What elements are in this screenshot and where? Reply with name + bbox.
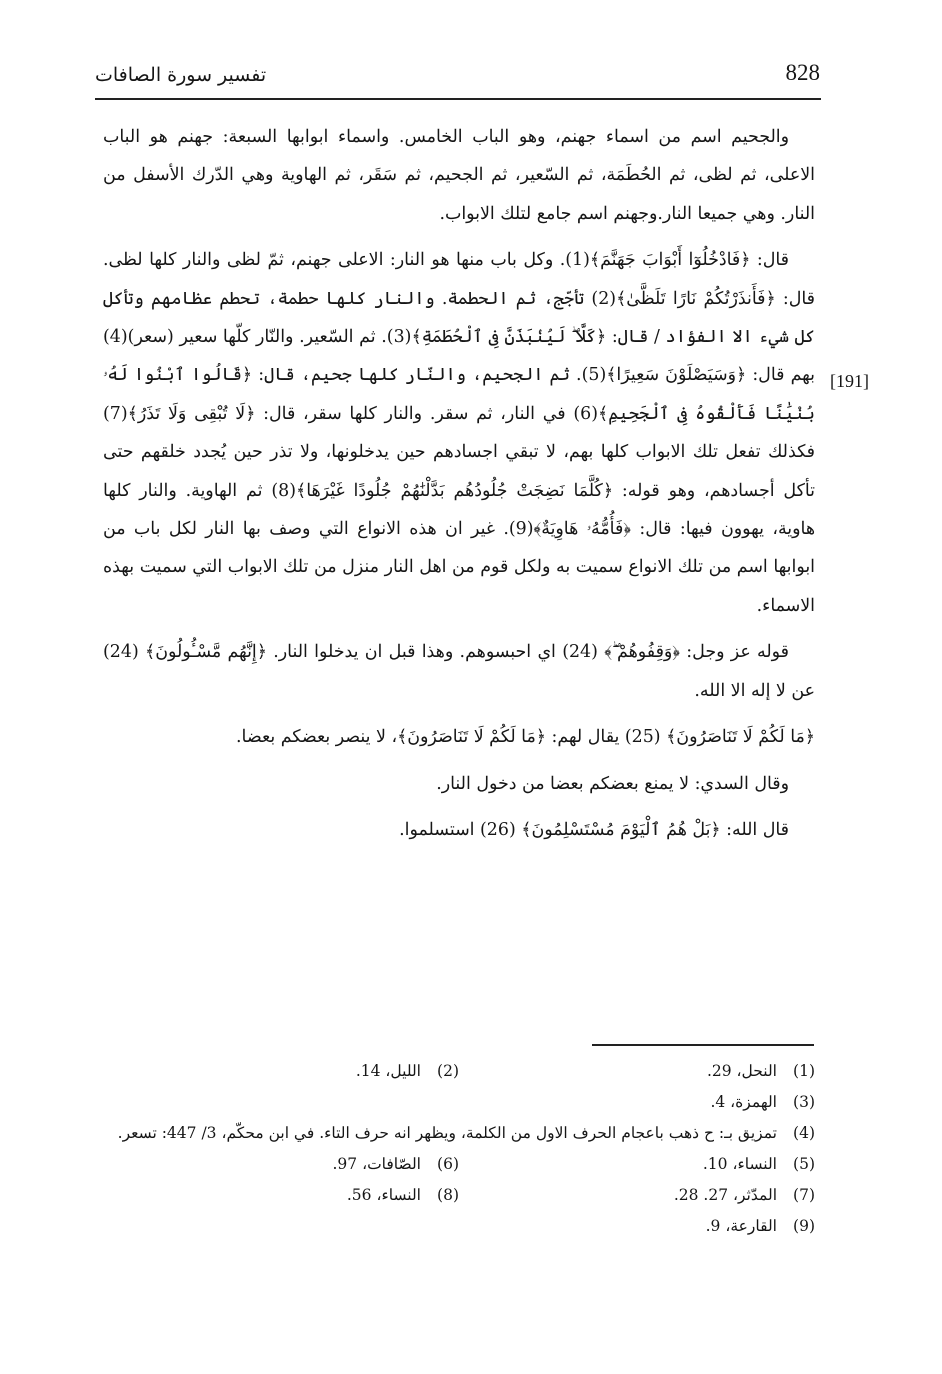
- footnote-separator: [592, 1044, 814, 1046]
- footnote-text: تمزيق بـ: ح ذهب باعجام الحرف الاول من الكلمة، ويظهر انه حرف التاء. في ابن محكّم، 3/ 447: تسعر.: [117, 1124, 777, 1142]
- footnote: [459, 1211, 815, 1242]
- footnote-number: (8): [437, 1186, 459, 1204]
- footnote-row: [103, 1211, 815, 1242]
- footnote-text: النساء، 10.: [702, 1155, 777, 1173]
- paragraph-verse-26: قال الله: ﴿بَلْ هُمُ ٱلْيَوْمَ مُسْتَسْلِمُونَ﴾ (26) استسلموا.: [399, 819, 789, 840]
- footnote: [103, 1056, 459, 1087]
- body-text: [103, 118, 815, 1068]
- footnote-row: [103, 1087, 815, 1118]
- footnote-number: (4): [793, 1124, 815, 1142]
- footnote: [459, 1149, 815, 1180]
- footnote-number: (5): [793, 1155, 815, 1173]
- footnote: [103, 1149, 459, 1180]
- footnote: [459, 1180, 815, 1211]
- running-title: تفسير سورة الصافات: [95, 64, 267, 86]
- footnote-number: (7): [793, 1186, 815, 1204]
- footnote-row: [103, 1118, 815, 1149]
- footnote: [459, 1056, 815, 1087]
- footnotes: [103, 1056, 815, 1242]
- footnote-row: [103, 1056, 815, 1087]
- page-number: 828: [785, 60, 820, 85]
- footnote-row: [103, 1180, 815, 1211]
- footnote-number: (1): [793, 1062, 815, 1080]
- footnote-number: (9): [793, 1217, 815, 1235]
- footnote-number: (3): [793, 1093, 815, 1111]
- footnote-text: المدّثر، 27. 28.: [673, 1186, 777, 1204]
- footnote-text: الصّافات، 97.: [332, 1155, 421, 1173]
- paragraph-verse-25: ﴿مَا لَكُمْ لَا تَنَاصَرُونَ﴾ (25) يقال لهم: ﴿مَا لَكُمْ لَا تَنَاصَرُونَ﴾، لا ينصر بعضكم بعضا.: [236, 727, 815, 748]
- paragraph-verse-24: قوله عز وجل: ﴿وَقِفُوهُمْ ۖ﴾ (24) اي احبسوهم. وهذا قبل ان يدخلوا النار. ﴿إِنَّهُم مَّسْـُٔولُونَ﴾ (24) عن لا إله الا الله.: [103, 642, 815, 701]
- paragraph-gate-descriptions: قال: ﴿فَادْخُلُوٓا أَبْوَابَ جَهَنَّمَ﴾(1). وكل باب منها هو النار: الاعلى جهنم، ثمّ لظى والنار كلها لظى. قال: ﴿فَأَنذَرْتُكُمْ نَارًا تَلَظَّىٰ﴾(2) تأجّج، ثم الحطمة. والنار كلها حطمة، تحطم عظامهم وتأكل كل شيء الا الفؤاد / قال: ﴿كَلَّا ۖ لَيُنۢبَذَنَّ فِى ٱلْحُطَمَةِ﴾(3). ثم السّعير. والنّار كلّها سعير (سعر)(4) بهم قال: ﴿وَسَيَصْلَوْنَ سَعِيرًا﴾(5). ثم الجحيم، والنّار كلها جحيم، قال: ﴿قَالُوا ٱبْنُوا لَهُۥ بُنْيَٰنًا فَأَلْقُوهُ فِى ٱلْجَحِيمِ﴾(6) في النار، ثم سقر. والنار كلها سقر، قال: ﴿لَا تُبْقِى وَلَا تَذَرُ﴾(7) فكذلك تفعل تلك الابواب كلها بهم، لا تبقي اجسادهم حين يدخلونها، ولا تذر حين يُجدد خلقهم حتى تأكل أجسادهم، وهو قوله: ﴿كُلَّمَا نَضِجَتْ جُلُودُهُم بَدَّلْنَٰهُمْ جُلُودًا غَيْرَهَا﴾(8) ثم الهاوية. والنار كلها هاوية، يهوون فيها: قال: ﴿فَأُمُّهُۥ هَاوِيَةٌ﴾(9). غير ان هذه الانواع التي وصف بها النار لكل باب من ابوابها اسم من تلك الانواع سميت به ولكل قوم من اهل النار منزل من تلك الابواب التي سميت بهذه الاسماء.: [103, 250, 816, 616]
- page-header: [95, 54, 821, 100]
- margin-marker: [191]: [830, 371, 869, 391]
- footnote-text: النحل، 29.: [706, 1062, 777, 1080]
- footnote-text: الهمزة، 4.: [710, 1093, 777, 1111]
- footnote: [459, 1087, 815, 1118]
- footnote: [103, 1180, 459, 1211]
- paragraph-suddi: وقال السدي: لا يمنع بعضكم بعضا من دخول النار.: [436, 773, 789, 794]
- footnote-text: الليل، 14.: [355, 1062, 421, 1080]
- footnote-number: (2): [437, 1062, 459, 1080]
- paragraph-gates-of-hell: والجحيم اسم من اسماء جهنم، وهو الباب الخامس. واسماء ابوابها السبعة: جهنم هو الباب الاعلى، ثم لظى، ثم الحُطَمَة، ثم السّعير، ثم الجحيم، ثم سَقَر، ثم الهاوية وهي الدّرك الأسفل من النار. وهي جميعا النار.وجهنم اسم جامع لتلك الابواب.: [103, 127, 815, 224]
- footnote-text: النساء، 56.: [346, 1186, 421, 1204]
- footnote-row: [103, 1149, 815, 1180]
- footnote-number: (6): [437, 1155, 459, 1173]
- footnote-text: القارعة، 9.: [705, 1217, 777, 1235]
